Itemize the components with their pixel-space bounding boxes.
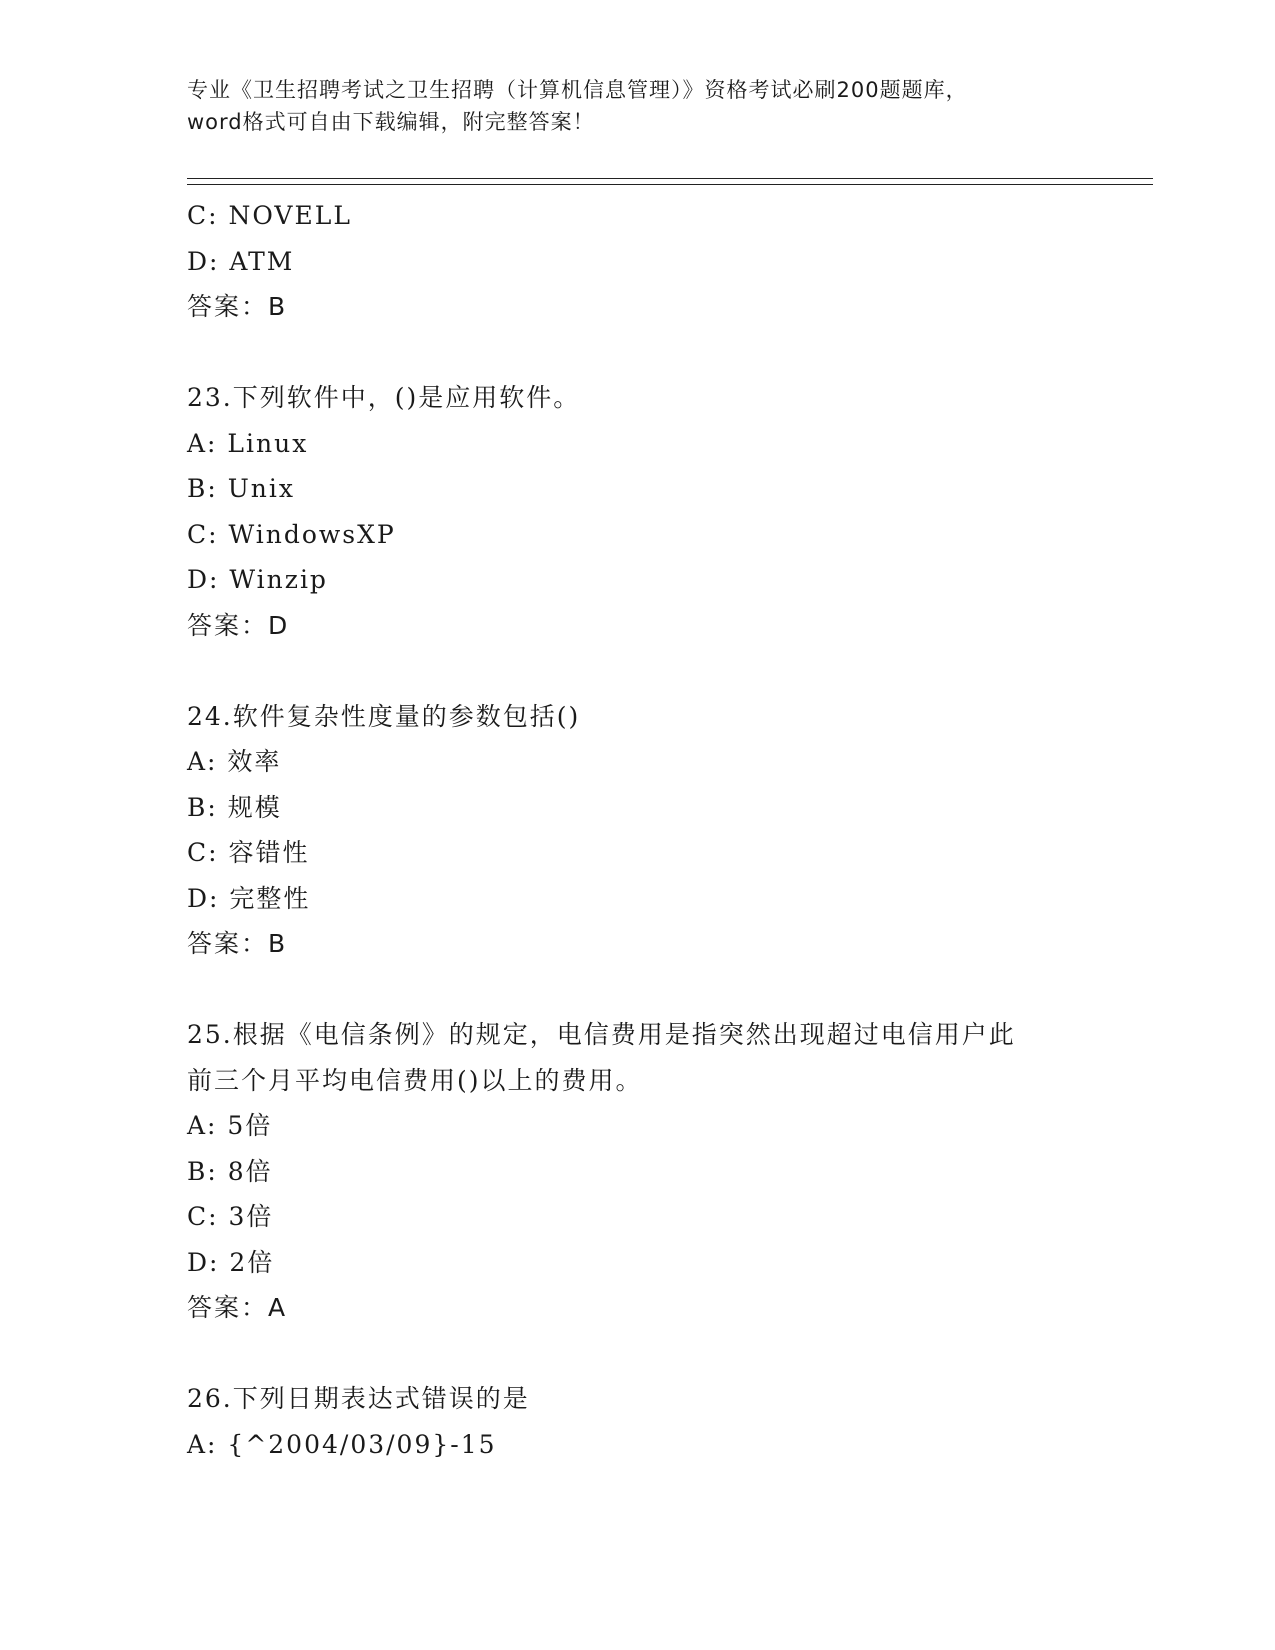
- answer-text: 答案：B: [187, 292, 288, 321]
- option-a: A: 效率: [187, 747, 282, 776]
- question-24: [187, 694, 1087, 967]
- option-d: D: ATM: [187, 246, 295, 276]
- question-stem: 24.软件复杂性度量的参数包括(): [187, 701, 581, 731]
- option-b: B: Unix: [187, 474, 296, 503]
- option-c: C: WindowsXP: [187, 519, 396, 549]
- option-b: B: 8倍: [187, 1156, 273, 1186]
- answer-text: 答案：B: [187, 929, 288, 958]
- option-a: A: {^2004/03/09}-15: [187, 1429, 497, 1459]
- header-title-line-2: word格式可自由下载编辑，附完整答案！: [187, 110, 595, 134]
- header-divider-top: [187, 178, 1153, 179]
- question-23: [187, 375, 1087, 648]
- spacer: [187, 1331, 1087, 1377]
- option-c: C: NOVELL: [187, 201, 352, 230]
- spacer: [187, 967, 1087, 1013]
- spacer: [187, 330, 1087, 376]
- option-d: D: 2倍: [187, 1247, 275, 1277]
- header-divider-bottom: [187, 184, 1153, 185]
- answer-text: 答案：D: [187, 610, 290, 640]
- question-list: [187, 193, 1087, 1467]
- option-d: D: 完整性: [187, 883, 311, 913]
- spacer: [187, 648, 1087, 694]
- question-stem-line-1: 25.根据《电信条例》的规定，电信费用是指突然出现超过电信用户此: [187, 1020, 1016, 1049]
- question-22-tail: [187, 193, 1087, 330]
- option-c: C: 3倍: [187, 1202, 274, 1231]
- question-stem: 23.下列软件中，()是应用软件。: [187, 383, 581, 412]
- document-header: [187, 74, 1087, 138]
- question-stem-line-2: 前三个月平均电信费用()以上的费用。: [187, 1065, 643, 1095]
- option-a: A: 5倍: [187, 1111, 273, 1140]
- answer-text: 答案：A: [187, 1293, 288, 1322]
- option-b: B: 规模: [187, 792, 282, 822]
- question-26: [187, 1376, 1087, 1467]
- option-c: C: 容错性: [187, 838, 310, 867]
- question-25: [187, 1012, 1087, 1331]
- option-a: A: Linux: [187, 428, 309, 458]
- question-stem: 26.下列日期表达式错误的是: [187, 1384, 530, 1413]
- header-title-line-1: 专业《卫生招聘考试之卫生招聘（计算机信息管理）》资格考试必刷200题题库，: [187, 78, 968, 102]
- option-d: D: Winzip: [187, 565, 328, 594]
